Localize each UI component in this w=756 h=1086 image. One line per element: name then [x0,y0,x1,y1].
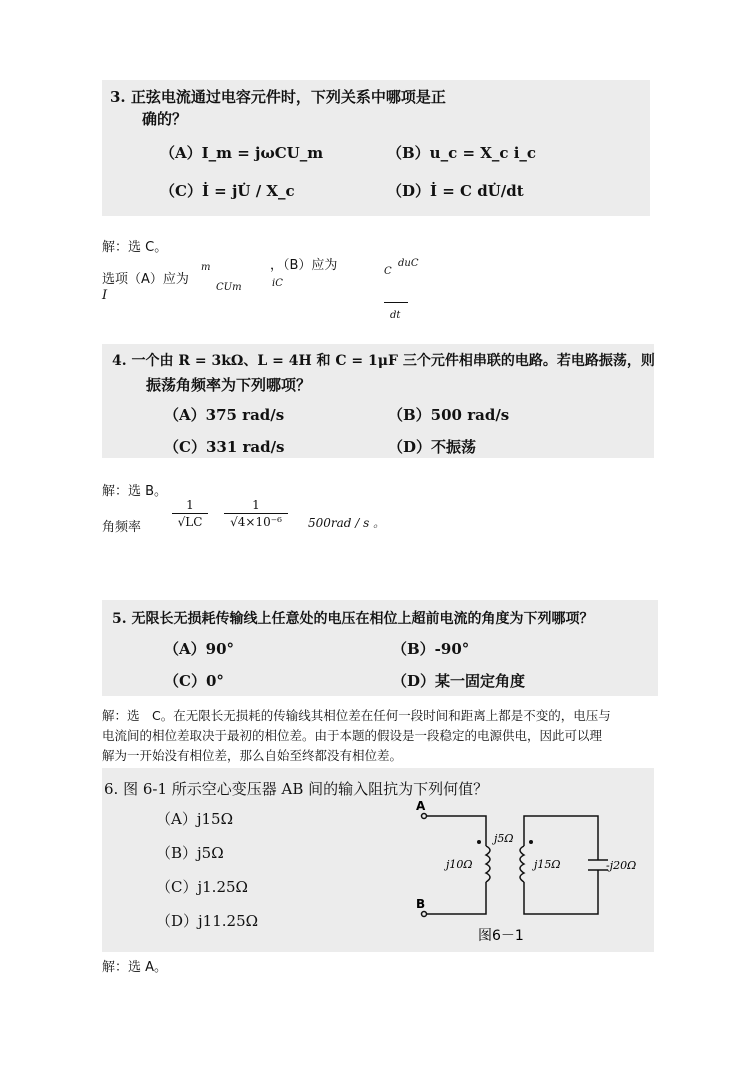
q4-frac1-num: 1 [186,498,194,512]
q6-question-image [102,768,654,952]
q5-option-d: （D）某一固定角度 [392,672,526,690]
q3-question-line2: 确的？ [142,110,188,128]
q4-option-d: （D）不振荡 [388,438,477,456]
q4-question-line2: 振荡角频率为下列哪项？ [146,376,312,394]
q5-question: 5. 无限长无损耗传输线上任意处的电压在相位上超前电流的角度为下列哪项？ [112,611,594,627]
q4-option-a: （A）375 rad/s [164,406,285,424]
q4-frac2-den: √4×10⁻⁶ [230,515,282,529]
q6-question: 6. 图 6-1 所示空心变压器 AB 间的输入阻抗为下列何值？ [104,780,489,798]
q6-option-a: （A）j15Ω [156,810,234,828]
q4-question-line1: 4. 一个由 R = 3kΩ、L = 4H 和 C = 1μF 三个元件相串联的电路。若电路振荡，则 [112,353,655,369]
q5-answer [102,706,662,766]
q4-result: 500rad / s 。 [308,516,386,530]
q6-option-c: （C）j1.25Ω [156,878,248,896]
q5-option-b: （B）-90° [392,640,470,658]
q4-fraction-1 [172,498,208,529]
q5-answer-line1: 解：选 C。在无限长无损耗的传输线其相位差在任何一段时间和距离上都是不变的，电压与 [102,708,611,723]
q6-option-b: （B）j5Ω [156,844,224,862]
q6-option-d: （D）j11.25Ω [156,912,259,930]
q4-option-c: （C）331 rad/s [164,438,285,456]
q3-explain-a: 选项（A）应为 [102,272,189,287]
q3-option-a: （A）I_m = jωCU_m [160,144,324,162]
q3-answer: 解：选 C。 [102,240,168,255]
q3-frag-dt: dt [390,310,401,321]
q5-question-image [102,600,658,696]
q3-fraction-bar [384,302,408,303]
q5-answer-line3: 解为一开始没有相位差，那么自始至终都没有相位差。 [102,748,403,763]
q5-option-c: （C）0° [164,672,224,690]
q4-option-b: （B）500 rad/s [388,406,510,424]
q4-explain-label: 角频率 [102,520,142,535]
q4-frac1-bar [172,513,208,514]
q6-mutual-label: j5Ω [494,832,514,845]
q3-question-line1: 3. 正弦电流通过电容元件时，下列关系中哪项是正 [110,88,446,106]
q5-answer-line2: 电流间的相位差取决于最初的相位差。由于本题的假设是一段稳定的电源供电，因此可以理 [102,728,603,743]
q3-option-c: （C）İ = jU̇ / X_c [160,182,295,200]
q6-figure-caption: 图6－1 [478,928,524,944]
q3-frag-m: m [201,262,211,273]
q4-frac2-bar [224,513,288,514]
q6-capacitor-label: -j20Ω [606,859,637,872]
q4-question-image [102,344,654,458]
q3-option-b: （B）u_c = X_c i_c [387,144,537,162]
q3-question-image [102,80,650,216]
q3-frag-CUm: CUm [216,282,242,293]
q3-explain-b: ，（B）应为 [270,258,338,273]
q3-option-d: （D）İ = C dU̇/dt [387,182,524,200]
q6-secondary-label: j15Ω [534,858,561,871]
q3-frag-I: I [102,288,108,303]
q4-answer: 解：选 B。 [102,484,168,499]
q6-primary-label: j10Ω [446,858,473,871]
q4-fraction-2 [224,498,288,529]
q4-frac1-den: √LC [177,515,203,529]
q5-option-a: （A）90° [164,640,235,658]
q3-frag-duC: duC [398,258,419,269]
q3-frag-iC: iC [272,278,283,289]
q6-answer: 解：选 A。 [102,960,168,975]
q6-circuit-diagram [412,776,652,946]
q6-label-A: A [416,799,426,813]
q4-frac2-num: 1 [252,498,260,512]
q3-frag-C: C [384,266,392,277]
q6-label-B: B [416,897,426,911]
